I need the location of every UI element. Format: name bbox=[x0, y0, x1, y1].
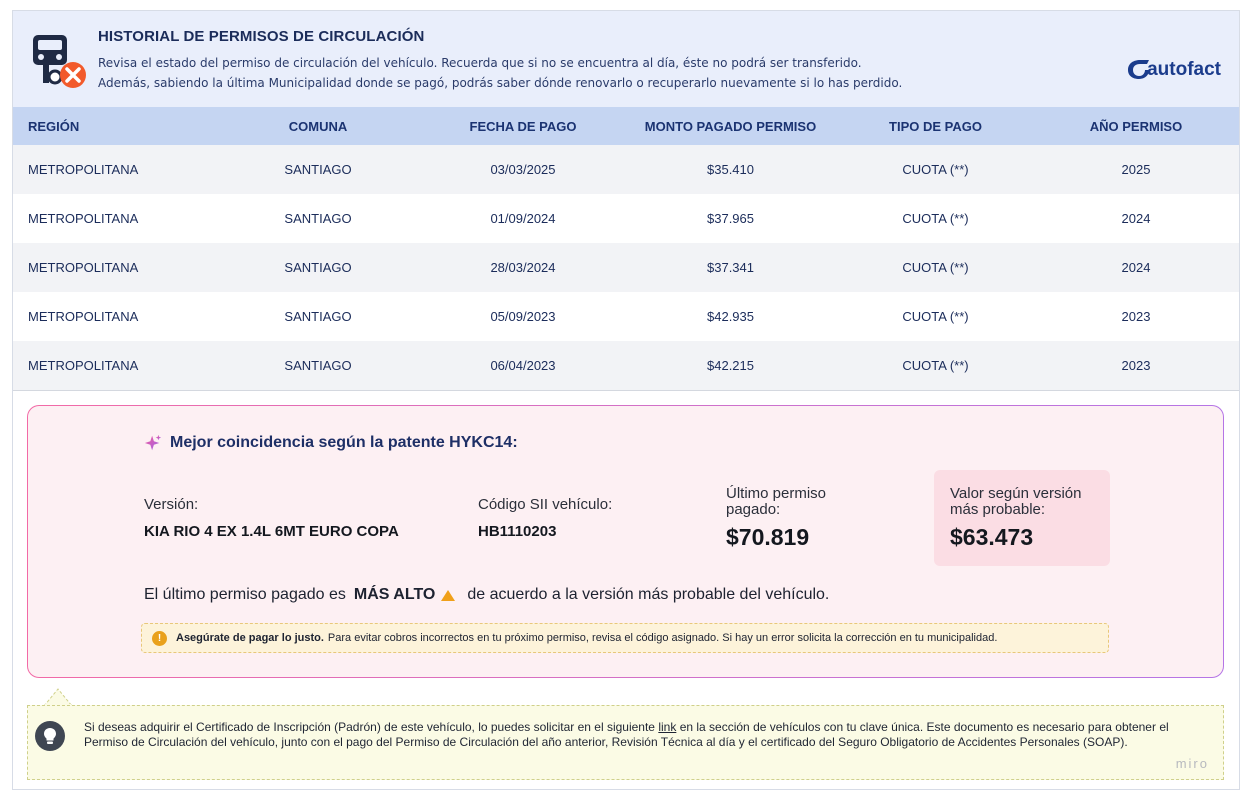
pay-fair-warning bbox=[141, 623, 1109, 653]
warning-text: Para evitar cobros incorrectos en tu próximo permiso, revisa el código asignado. Si hay un error solicita la corrección en tu municipalidad. bbox=[327, 632, 998, 644]
permit-history-table bbox=[13, 107, 1239, 391]
miro-watermark: miro bbox=[1175, 756, 1209, 771]
best-match-title bbox=[144, 434, 518, 452]
note-text-post: en la sección de vehículos con tu clave única. Este documento es necesario para obtener el Permiso de Circulación del vehículo, junto con el pago del Permiso de Circulación del año anterior, Revisión Técnica al día y el certificado del Seguro Obligatorio de Accidentes Personales (SOAP). bbox=[84, 720, 1169, 749]
table-row bbox=[13, 145, 1239, 194]
column-header-permit-year: AÑO PERMISO bbox=[1033, 107, 1239, 145]
up-triangle-icon bbox=[441, 590, 455, 601]
cell-payment-type: CUOTA (**) bbox=[838, 341, 1033, 390]
cell-permit-year: 2025 bbox=[1033, 145, 1239, 194]
cell-payment-type: CUOTA (**) bbox=[838, 243, 1033, 292]
sii-code-field bbox=[478, 496, 612, 540]
header-description-line-1: Revisa el estado del permiso de circulación del vehículo. Recuerda que si no se encuentra al día, éste no podrá ser transferido. bbox=[98, 56, 862, 70]
cell-payment-date: 05/09/2023 bbox=[423, 292, 623, 341]
table-row bbox=[13, 292, 1239, 341]
padron-info-note bbox=[27, 705, 1224, 780]
cell-comuna: SANTIAGO bbox=[213, 243, 423, 292]
cell-payment-date: 28/03/2024 bbox=[423, 243, 623, 292]
lightbulb-glyph bbox=[42, 727, 58, 745]
table-row bbox=[13, 341, 1239, 390]
cell-permit-year: 2023 bbox=[1033, 341, 1239, 390]
version-value: KIA RIO 4 EX 1.4L 6MT EURO COPA bbox=[144, 523, 399, 540]
column-header-payment-date: FECHA DE PAGO bbox=[423, 107, 623, 145]
column-header-comuna: COMUNA bbox=[213, 107, 423, 145]
cell-comuna: SANTIAGO bbox=[213, 292, 423, 341]
cell-region: METROPOLITANA bbox=[13, 194, 213, 243]
warning-icon: ! bbox=[152, 631, 167, 646]
cell-payment-date: 01/09/2024 bbox=[423, 194, 623, 243]
comparison-text-pre: El último permiso pagado es bbox=[144, 586, 346, 603]
lightbulb-icon bbox=[35, 721, 65, 751]
padron-info-text bbox=[84, 720, 1204, 750]
brand-name: autofact bbox=[1147, 59, 1221, 80]
cell-amount: $35.410 bbox=[623, 145, 838, 194]
cell-comuna: SANTIAGO bbox=[213, 341, 423, 390]
estimated-value-box bbox=[934, 470, 1110, 566]
cell-payment-type: CUOTA (**) bbox=[838, 292, 1033, 341]
cell-region: METROPOLITANA bbox=[13, 243, 213, 292]
cell-payment-type: CUOTA (**) bbox=[838, 145, 1033, 194]
version-field bbox=[144, 496, 399, 540]
estimated-value: $63.473 bbox=[950, 524, 1034, 550]
best-match-title-text: Mejor coincidencia según la patente HYKC14: bbox=[170, 434, 518, 451]
cell-amount: $42.215 bbox=[623, 341, 838, 390]
cell-amount: $37.965 bbox=[623, 194, 838, 243]
cell-amount: $37.341 bbox=[623, 243, 838, 292]
column-header-payment-type: TIPO DE PAGO bbox=[838, 107, 1033, 145]
column-header-amount: MONTO PAGADO PERMISO bbox=[623, 107, 838, 145]
last-permit-label: Último permiso pagado: bbox=[726, 485, 827, 518]
estimated-value-label: Valor según versión más probable: bbox=[950, 485, 1082, 518]
header-description bbox=[98, 53, 902, 93]
cell-permit-year: 2023 bbox=[1033, 292, 1239, 341]
cell-permit-year: 2024 bbox=[1033, 194, 1239, 243]
table-header-row bbox=[13, 107, 1239, 145]
table-row bbox=[13, 243, 1239, 292]
comparison-sentence bbox=[144, 586, 829, 604]
cell-permit-year: 2024 bbox=[1033, 243, 1239, 292]
cell-payment-type: CUOTA (**) bbox=[838, 194, 1033, 243]
permit-history-header bbox=[13, 11, 1239, 107]
cell-amount: $42.935 bbox=[623, 292, 838, 341]
sii-code-label: Código SII vehículo: bbox=[478, 496, 613, 513]
note-text-pre: Si deseas adquirir el Certificado de Inscripción (Padrón) de este vehículo, lo puedes solicitar en el siguiente bbox=[84, 720, 655, 734]
column-header-region: REGIÓN bbox=[13, 107, 213, 145]
last-permit-value: $70.819 bbox=[726, 524, 810, 550]
table-row bbox=[13, 194, 1239, 243]
warning-bold-text: Asegúrate de pagar lo justo. bbox=[176, 632, 324, 644]
padron-link[interactable]: link bbox=[658, 720, 677, 734]
cell-region: METROPOLITANA bbox=[13, 292, 213, 341]
note-pointer bbox=[44, 688, 72, 706]
cell-comuna: SANTIAGO bbox=[213, 194, 423, 243]
cell-region: METROPOLITANA bbox=[13, 145, 213, 194]
header-description-line-2: Además, sabiendo la última Municipalidad donde se pagó, podrás saber dónde renovarlo o recuperarlo nuevamente si lo has perdido. bbox=[98, 76, 903, 90]
comparison-result: MÁS ALTO bbox=[353, 586, 436, 603]
comparison-text-post: de acuerdo a la versión más probable del vehículo. bbox=[467, 586, 830, 603]
last-permit-field bbox=[726, 486, 876, 551]
sii-code-value: HB1110203 bbox=[478, 523, 557, 540]
cell-comuna: SANTIAGO bbox=[213, 145, 423, 194]
version-label: Versión: bbox=[144, 496, 199, 513]
sparkle-icon bbox=[144, 434, 162, 452]
cell-region: METROPOLITANA bbox=[13, 341, 213, 390]
cell-payment-date: 06/04/2023 bbox=[423, 341, 623, 390]
page-title: HISTORIAL DE PERMISOS DE CIRCULACIÓN bbox=[98, 28, 425, 45]
autofact-logo bbox=[1125, 51, 1221, 81]
best-match-card bbox=[27, 405, 1224, 678]
car-permit-error-icon bbox=[29, 29, 89, 89]
cell-payment-date: 03/03/2025 bbox=[423, 145, 623, 194]
